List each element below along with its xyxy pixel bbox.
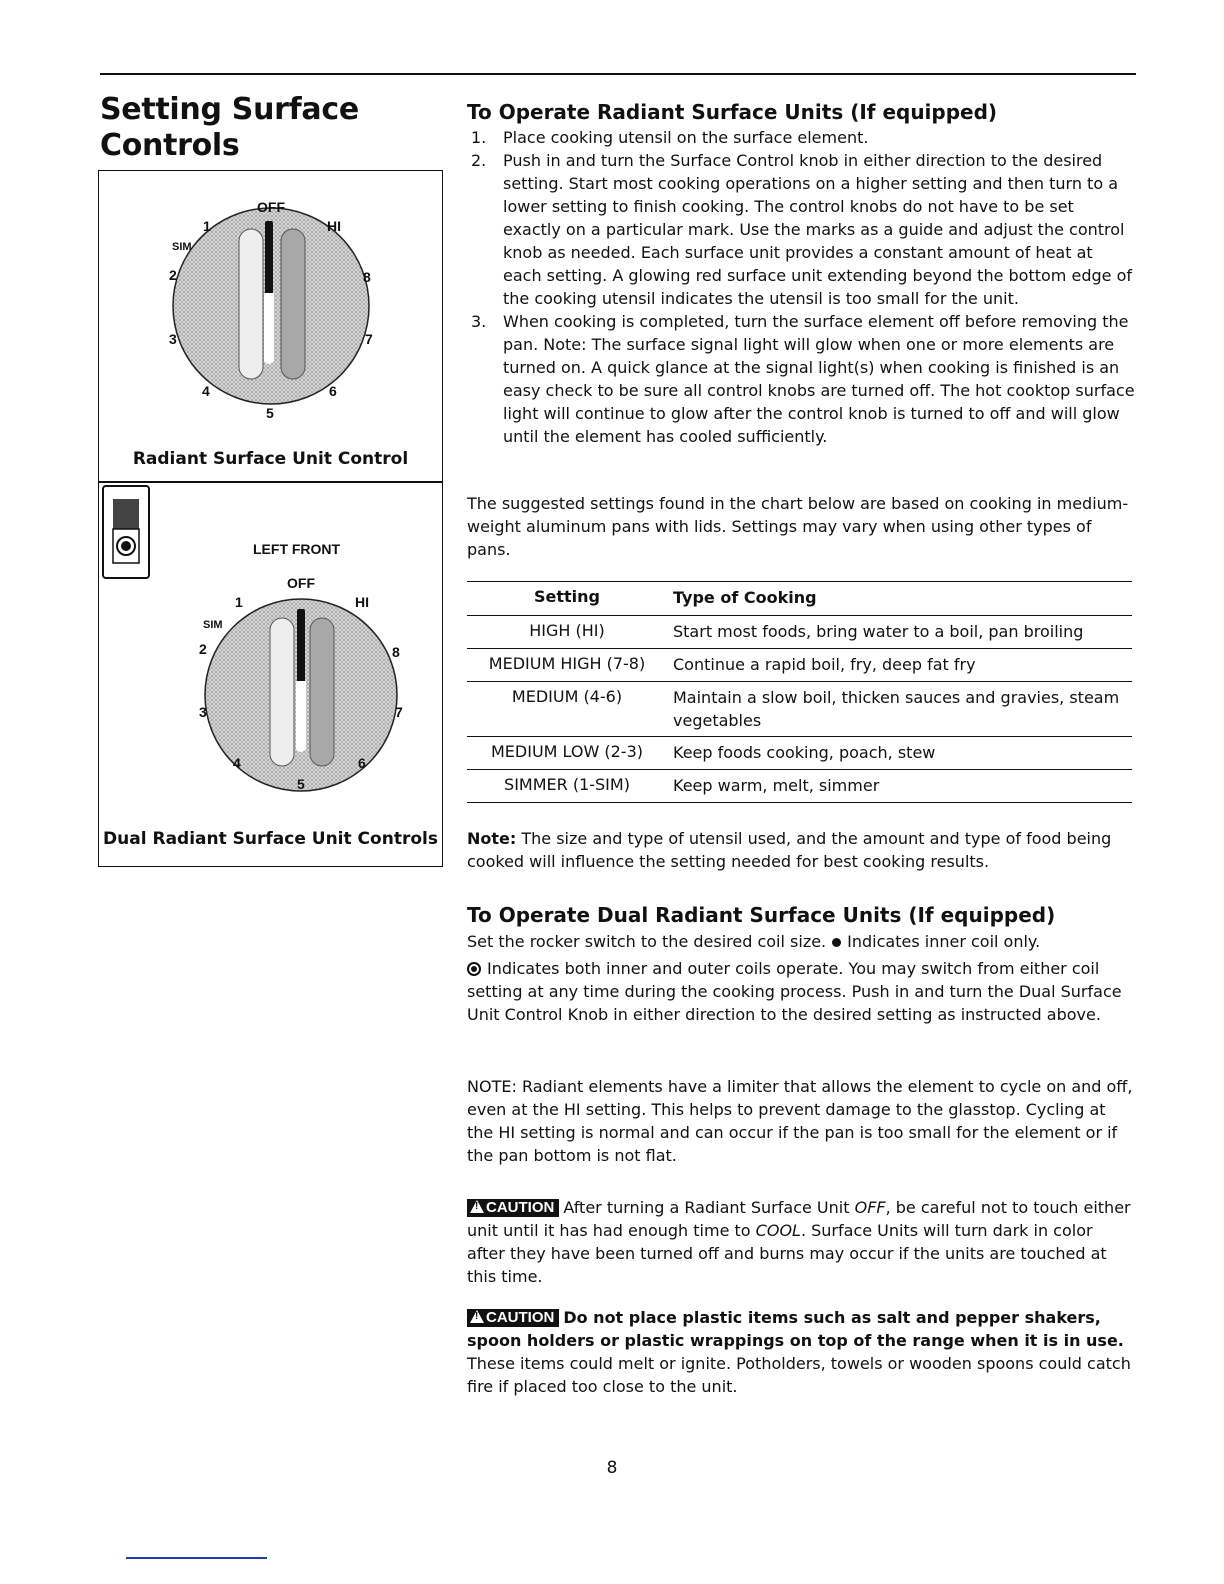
list-item (467, 310, 1135, 448)
dual-knob-highlight (296, 681, 306, 752)
knob-label-hi: HI (327, 218, 341, 234)
table-cell-setting: MEDIUM LOW (2-3) (490, 742, 643, 761)
knob-label-8: 8 (363, 269, 371, 285)
page-title (100, 92, 359, 164)
caution-badge (467, 1309, 559, 1327)
limiter-note-text: Radiant elements have a limiter that allows the element to cycle on and off, even at the HI setting. This helps to prevent damage to the glasstop. Cycling at the HI setting is normal and can occur if the pan is too small for the element or if the pan bottom is not flat. (467, 1077, 1133, 1165)
knob-label-6: 6 (329, 383, 337, 399)
step-text: When cooking is completed, turn the surface element off before removing the pan. Note: The surface signal light will glow when one or more elements are turned on. A quick glance at the signal light(s) when cooking is finished is an easy check to be sure all control knobs are turned off. The hot cooktop surface light will continue to glow after the control knob is turned to off and will glow until the element has cooled sufficiently. (503, 312, 1135, 446)
knob-label-off: OFF (257, 199, 285, 215)
table-cell-setting: MEDIUM (4-6) (511, 687, 623, 706)
table-header-setting: Setting (534, 587, 600, 606)
table-cell-type: Keep foods cooking, poach, stew (673, 743, 936, 762)
caution-2-bold-text: Do not place plastic items such as salt and pepper shakers, spoon holders or plastic wrappings on top of the range when it is in use. (467, 1308, 1124, 1350)
radiant-steps-list (467, 126, 1135, 448)
table-row (467, 736, 1132, 769)
settings-table (467, 581, 1132, 803)
footer-line (126, 1557, 267, 1559)
knob-highlight (264, 293, 274, 364)
utensil-note (467, 827, 1135, 873)
note-label: Note: (467, 829, 517, 848)
both-coils-icon (467, 962, 481, 976)
caution-paragraph-2 (467, 1306, 1135, 1398)
table-row (467, 648, 1132, 681)
table-row (467, 769, 1132, 802)
table-cell-type: Start most foods, bring water to a boil, pan broiling (673, 622, 1084, 641)
left-front-label: LEFT FRONT (253, 541, 341, 557)
radiant-figure-caption: Radiant Surface Unit Control (132, 449, 409, 469)
list-item (467, 149, 1135, 310)
table-cell-setting: SIMMER (1-SIM) (504, 775, 630, 794)
dual-knob-label-hi: HI (355, 594, 369, 610)
dual-knob-grip-left (270, 618, 294, 766)
caution-badge (467, 1199, 559, 1217)
caution-1-text-c: . Surface Units will turn dark in color after they have been turned off and burns may occur if the units are touched at this time. (467, 1221, 1107, 1286)
caution-badge-label: CAUTION (486, 1199, 555, 1216)
dual-figure-caption: Dual Radiant Surface Unit Controls (103, 829, 438, 849)
page-title-line-2: Controls (100, 128, 240, 163)
dual-control-figure (98, 482, 443, 867)
inner-coil-text: Indicates inner coil only. (847, 932, 1041, 951)
knob-label-sim: SIM (172, 241, 192, 253)
list-item (467, 126, 1135, 149)
dual-knob-label-sim: SIM (203, 619, 223, 631)
knob-label-3: 3 (169, 331, 177, 347)
dual-knob-label-3: 3 (199, 704, 207, 720)
caution-badge-label: CAUTION (486, 1309, 555, 1326)
limiter-note (467, 1075, 1135, 1167)
table-cell-type: Maintain a slow boil, thicken sauces and gravies, steam vegetables (673, 688, 1120, 730)
table-row (467, 615, 1132, 648)
caution-1-text-a: After turning a Radiant Surface Unit (563, 1198, 850, 1217)
table-cell-setting: HIGH (HI) (529, 621, 605, 640)
dual-knob-label-2: 2 (199, 641, 207, 657)
dual-section-heading: To Operate Dual Radiant Surface Units (If equipped) (467, 903, 1056, 927)
knob-label-2: 2 (169, 267, 177, 283)
dual-knob-illustration (99, 483, 441, 823)
dual-knob-label-off: OFF (287, 575, 315, 591)
table-row (467, 681, 1132, 736)
knob-label-4: 4 (202, 383, 210, 399)
step-number: 2. (471, 151, 487, 170)
both-coils-text: Indicates both inner and outer coils operate. You may switch from either coil setting at any time during the cooking process. Push in and turn the Dual Surface Unit Control Knob in either direction to the desired setting as instructed above. (467, 959, 1122, 1024)
knob-label-5: 5 (266, 405, 274, 421)
top-rule (100, 73, 1136, 75)
step-number: 1. (471, 128, 487, 147)
dual-line-1: Set the rocker switch to the desired coil size. (467, 932, 827, 951)
warning-icon (470, 1200, 484, 1213)
caution-1-text-b: , be careful not to touch either unit until it has had enough time to (467, 1198, 1131, 1240)
dual-knob-label-1: 1 (235, 594, 243, 610)
step-text: Push in and turn the Surface Control knob in either direction to the desired setting. Start most cooking operations on a higher setting and then turn to a lower setting to finish cooking. The control knobs do not have to be set exactly on a particular mark. Use the marks as a guide and adjust the control knob as needed. Each surface unit provides a constant amount of heat at each setting. A glowing red surface unit extending beyond the bottom edge of the cooking utensil indicates the utensil is too small for the unit. (503, 151, 1132, 308)
step-text: Place cooking utensil on the surface element. (503, 128, 869, 147)
caution-2-text: These items could melt or ignite. Potholders, towels or wooden spoons could catch fire if placed too close to the unit. (467, 1354, 1131, 1396)
radiant-control-figure (98, 170, 443, 482)
step-number: 3. (471, 312, 487, 331)
inner-coil-bullet-icon (832, 938, 841, 947)
suggested-settings-paragraph: The suggested settings found in the chart below are based on cooking in medium-weight aluminum pans with lids. Settings may vary when using other types of pans. (467, 494, 1129, 559)
dual-knob-grip-right (310, 618, 334, 766)
caution-1-off: OFF (854, 1198, 886, 1217)
caution-paragraph-1 (467, 1196, 1135, 1288)
dual-knob-label-6: 6 (358, 755, 366, 771)
table-header-type: Type of Cooking (673, 588, 817, 607)
knob-grip-right (281, 229, 305, 379)
table-header-row (467, 581, 1132, 615)
caution-1-cool: COOL (755, 1221, 801, 1240)
table-cell-type: Keep warm, melt, simmer (673, 776, 880, 795)
dual-section-paragraph (467, 930, 1135, 1026)
radiant-section-heading: To Operate Radiant Surface Units (If equipped) (467, 100, 998, 124)
table-bottom-rule (467, 802, 1132, 803)
page-number: 8 (606, 1458, 618, 1478)
limiter-note-label: NOTE: (467, 1077, 517, 1096)
table-cell-setting: MEDIUM HIGH (7-8) (488, 654, 646, 673)
dual-knob-label-8: 8 (392, 644, 400, 660)
dual-knob-label-5: 5 (297, 776, 305, 792)
knob-label-1: 1 (203, 218, 211, 234)
dual-knob-label-7: 7 (395, 704, 403, 720)
dual-knob-label-4: 4 (233, 755, 241, 771)
knob-pointer (265, 221, 273, 297)
knob-label-7: 7 (365, 331, 373, 347)
table-cell-type: Continue a rapid boil, fry, deep fat fry (673, 655, 976, 674)
page-title-line-1: Setting Surface (100, 92, 359, 127)
dual-knob-pointer (297, 609, 305, 685)
note-text: The size and type of utensil used, and the amount and type of food being cooked will influence the setting needed for best cooking results. (467, 829, 1112, 871)
knob-grip-left (239, 229, 263, 379)
warning-icon (470, 1310, 484, 1323)
